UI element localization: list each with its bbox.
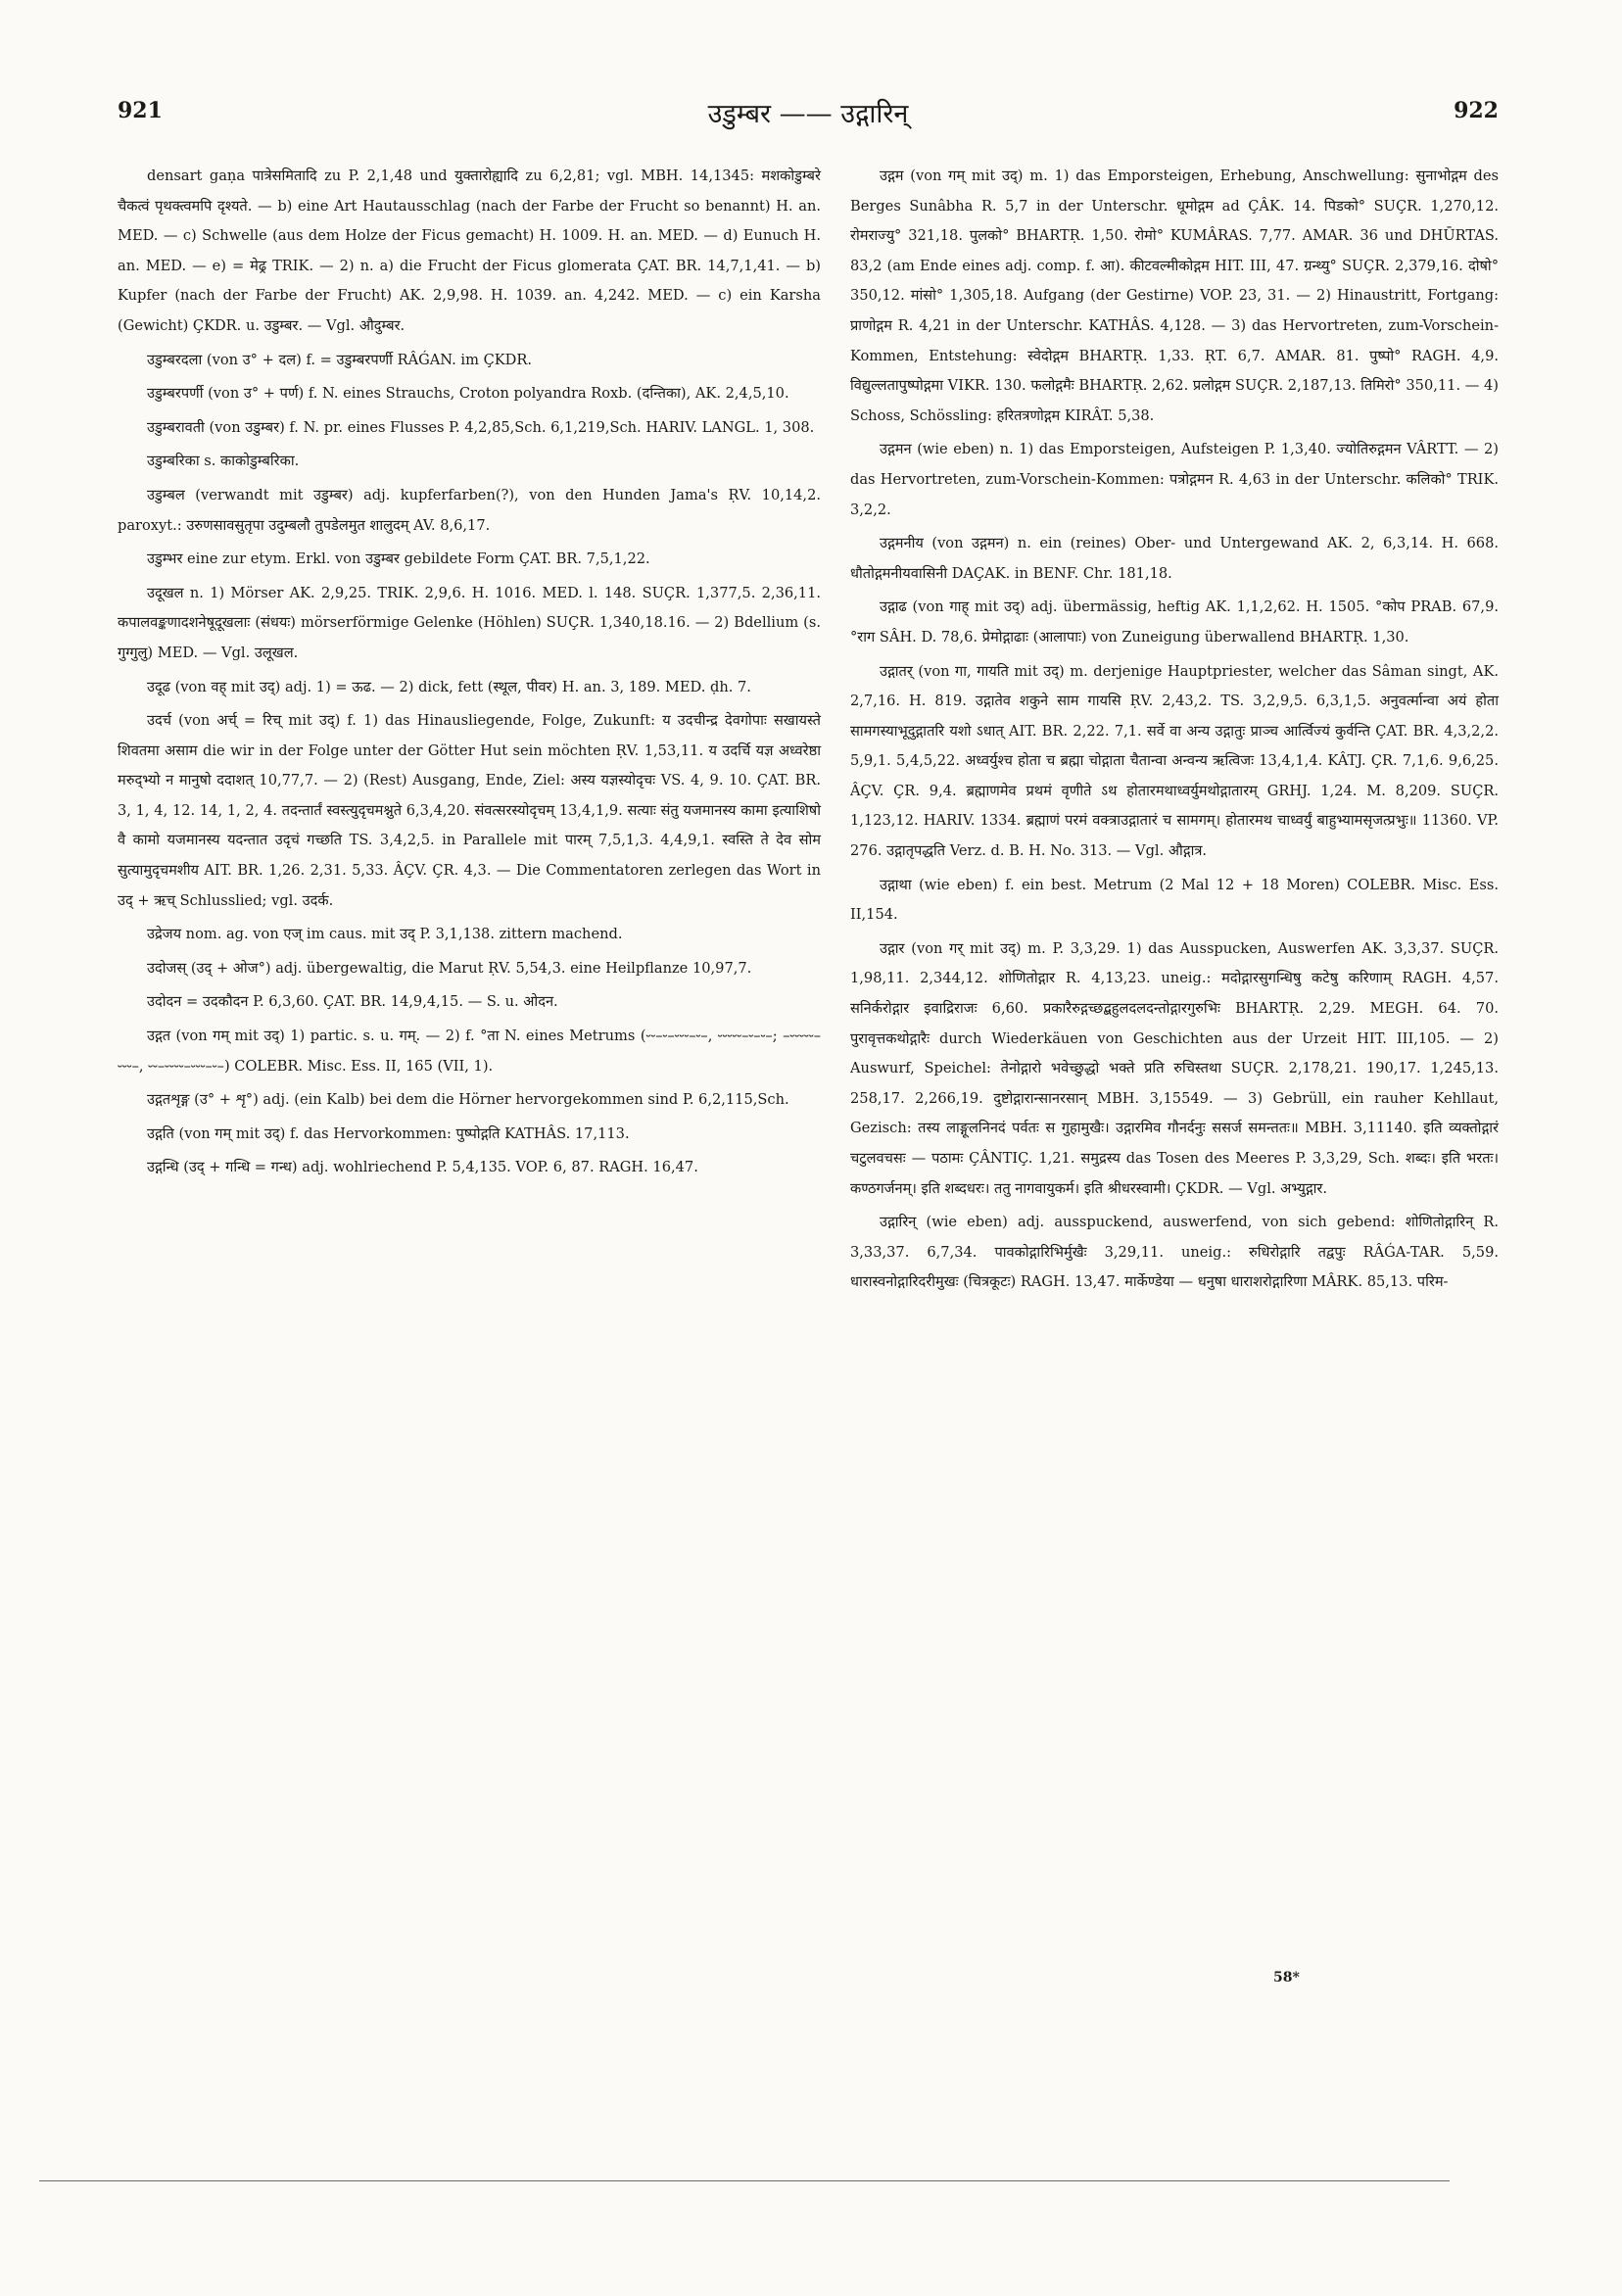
dictionary-entry: densart gaṇa पात्रेसमितादि zu P. 2,1,48 und युक्तारोह्यादि zu 6,2,81; vgl. MBH. 14,1345: मशकोडुम्बरे चैकत्वं पृथक्त्वमपि दृश्यते. — b) eine Art Hautausschlag (nach der Farbe der Frucht so benannt) H. an. MED. — c) Schwelle (aus dem Holze der Ficus gemacht) H. 1009. H. an. MED. — d) Eunuch H. an. MED. — e) = मेढ्र TRIK. — 2) n. a) die Frucht der Ficus glomerata ÇAT. BR. 14,7,1,41. — b) Kupfer (nach der Farbe der Frucht) AK. 2,9,98. H. 1039. an. 4,242. MED. — c) ein Karsha (Gewicht) ÇKDR. u. उडुम्बर. — Vgl. औदुम्बर. — [118, 167, 821, 334]
running-title: उडुम्बर —— उद्गारिन् — [707, 99, 909, 129]
dictionary-entry: उद्गतशृङ्ग (उ° + शृ°) adj. (ein Kalb) bei dem die Hörner hervorgekommen sind P. 6,2,115,Sch. — [147, 1091, 789, 1109]
dictionary-entry: उद्गत (von गम् mit उद्) 1) partic. s. u. गम्. — 2) f. °ता N. eines Metrums (⏑⏑–⏑–⏑⏑⏑–⏑–, ⏑⏑⏑⏑⏑–⏑–⏑–; –⏑⏑⏑⏑⏑–⏑⏑⏑–, ⏑⏑–⏑⏑⏑⏑–⏑⏑⏑–⏑–) COLEBR. Misc. Ess. II, 165 (VII, 1). — [118, 1028, 821, 1075]
dictionary-entry: उदूखल n. 1) Mörser AK. 2,9,25. TRIK. 2,9,6. H. 1016. MED. l. 148. SUÇR. 1,377,5. 2,36,11. कपालवङ्कणादशनेषूदूखलाः (संधयः) mörserförmige Gelenke (Höhlen) SUÇR. 1,340,18.16. — 2) Bdellium (s. गुग्गुलु) MED. — Vgl. उलूखल. — [118, 584, 821, 661]
dictionary-entry: उद्गन्धि (उद् + गन्धि = गन्ध) adj. wohlriechend P. 5,4,135. VOP. 6, 87. RAGH. 16,47. — [147, 1159, 698, 1176]
dictionary-entry: उदर्च (von अर्च् = रिच् mit उद्) f. 1) das Hinausliegende, Folge, Zukunft: य उदचीन्द्र देवगोपाः सखायस्ते शिवतमा असाम die wir in der Folge unter der Götter Hut sein möchten ṚV. 1,53,11. य उदर्चि यज्ञ अध्वरेष्ठा मरुद्भ्यो न मानुषो ददाशत् 10,77,7. — 2) (Rest) Ausgang, Ende, Ziel: अस्य यज्ञस्योदृचः VS. 4, 9. 10. ÇAT. BR. 3, 1, 4, 12. 14, 1, 2, 4. तदन्तार्तं स्वस्त्युदृचमश्नुते 6,3,4,20. संवत्सरस्योदृचम् 13,4,1,9. सत्याः संतु यजमानस्य कामा इत्याशिषो वै कामो यजमानस्य यदन्तात उदृचं गच्छति TS. 3,4,2,5. in Parallele mit पारम् 7,5,1,3. 4,4,9,1. स्वस्ति ते देव सोम सुत्यामुदृचमशीय AIT. BR. 1,26. 2,31. 5,33. ÂÇV. ÇR. 4,3. — Die Commentatoren zerlegen das Wort in उद् + ऋच् Schlusslied; vgl. उदर्क. — [118, 712, 821, 909]
running-header — [118, 98, 1499, 137]
dictionary-entry: उडुम्भर eine zur etym. Erkl. von उडुम्बर gebildete Form ÇAT. BR. 7,5,1,22. — [147, 550, 650, 568]
dictionary-entry: उद्रेजय nom. ag. von एज् im caus. mit उद् P. 3,1,138. zittern machend. — [147, 926, 623, 943]
dictionary-entry: उद्गम (von गम् mit उद्) m. 1) das Emporsteigen, Erhebung, Anschwellung: सुनाभोद्गम des Berges Sunâbha R. 5,7 in der Unterschr. धूमोद्गम ad ÇÂK. 14. पिडको° SUÇR. 1,270,12. रोमराज्यु° 321,18. पुलको° BHARTṚ. 1,50. रोमो° KUMÂRAS. 7,77. AMAR. 36 und DHŪRTAS. 83,2 (am Ende eines adj. comp. f. आ). कीटवल्मीकोद्गम HIT. III, 47. ग्रन्थ्यु° SUÇR. 2,379,16. दोषो° 350,12. मांसो° 1,305,18. Aufgang (der Gestirne) VOP. 23, 31. — 2) Hinaustritt, Fortgang: प्राणोद्गम R. 4,21 in der Unterschr. KATHÂS. 4,128. — 3) das Hervortreten, zum-Vorschein-Kommen, Entstehung: स्वेदोद्गम BHARTṚ. 1,33. ṚT. 6,7. AMAR. 81. पुष्पो° RAGH. 4,9. विद्युल्लतापुष्पोद्गमा VIKR. 130. फलोद्गमैः BHARTṚ. 2,62. प्रलोद्गम SUÇR. 2,187,13. तिमिरो° 350,11. — 4) Schoss, Schössling: हरितत्रणोद्गम KIRÂT. 5,38. — [850, 167, 1499, 424]
dictionary-entry: उडुम्बरिका s. काकोडुम्बरिका. — [147, 453, 300, 470]
dictionary-entry: उद्गाढ (von गाह् mit उद्) adj. übermässig, heftig AK. 1,1,2,62. H. 1505. °कोप PRAB. 67,9. °राग SÂH. D. 78,6. प्रेमोद्गाढाः (आलापाः) von Zuneigung überwallend BHARTṚ. 1,30. — [850, 598, 1499, 646]
dictionary-entry: उदोजस् (उद् + ओज°) adj. übergewaltig, die Marut ṚV. 5,54,3. eine Heilpflanze 10,97,7. — [147, 959, 752, 977]
dictionary-entry: उडुम्बरावती (von उडुम्बर) f. N. pr. eines Flusses P. 4,2,85,Sch. 6,1,219,Sch. HARIV. LANGL. 1, 308. — [147, 418, 815, 436]
dictionary-entry: उद्गमन (wie eben) n. 1) das Emporsteigen, Aufsteigen P. 1,3,40. ज्योतिरुद्गमन VÂRTT. — 2) das Hervortreten, zum-Vorschein-Kommen: पत्रोद्गमन R. 4,63 in der Unterschr. कलिको° TRIK. 3,2,2. — [850, 441, 1499, 518]
left-column — [118, 162, 821, 1187]
dictionary-entry: उडुम्बरदला (von उ° + दल) f. = उडुम्बरपर्णी RÂǴAN. im ÇKDR. — [147, 351, 532, 368]
dictionary-entry: उद्गातर् (von गा, गायति mit उद्) m. derjenige Hauptpriester, welcher das Sâman singt, AK. 2,7,16. H. 819. उद्गातेव शकुने साम गायसि ṚV. 2,43,2. TS. 3,2,9,5. 6,3,1,5. अनुवर्त्मान्वा अयं होता सामगस्याभूदुद्गातरि यशो ऽधात् AIT. BR. 2,22. 7,1. सर्वे वा अन्य उद्गातुः प्राञ्च आर्त्विज्यं कुर्वन्ति ÇAT. BR. 4,3,2,2. 5,9,1. 5,4,5,22. अध्वर्युश्च होता च ब्रह्मा चोद्गाता चैतान्वा अन्वन्य ऋत्विजः 13,4,1,4. KÂTJ. ÇR. 7,1,6. 9,6,25. ÂÇV. ÇR. 9,4. ब्रह्माणमेव प्रथमं वृणीते ऽथ होतारमथाध्वर्युमथोद्गातारम् GRHJ. 1,24. M. 8,209. SUÇR. 1,123,12. HARIV. 1334. ब्रह्माणं परमं वक्त्राउद्गातारं च सामगम्। होतारमथ चाध्वर्युं बाहुभ्यामसृजत्प्रभुः॥ 11360. VP. 276. उद्गातृपद्धति Verz. d. B. H. No. 313. — Vgl. औद्गात्र. — [850, 662, 1499, 860]
dictionary-entry: उद्गाथा (wie eben) f. ein best. Metrum (2 Mal 12 + 18 Moren) COLEBR. Misc. Ess. II,154. — [850, 876, 1499, 924]
dictionary-entry: उद्गति (von गम् mit उद्) f. das Hervorkommen: पुष्पोद्गति KATHÂS. 17,113. — [147, 1124, 630, 1142]
dictionary-entry: उद्गमनीय (von उद्गमन) n. ein (reines) Ober- und Untergewand AK. 2, 6,3,14. H. 668. धौतोद्गमनीयवासिनी DAÇAK. in BENF. Chr. 181,18. — [850, 535, 1499, 582]
signature-mark: 58* — [1273, 1970, 1300, 1985]
bottom-rule — [39, 2180, 1450, 2181]
page-number-right: 922 — [1454, 98, 1499, 123]
page-number-left: 921 — [118, 98, 163, 123]
right-column — [850, 162, 1499, 1302]
dictionary-entry: उडुम्बरपर्णी (von उ° + पर्ण) f. N. eines Strauchs, Croton polyandra Roxb. (दन्तिका), AK. 2,4,5,10. — [147, 385, 789, 403]
dictionary-entry: उदूढ (von वह् mit उद्) adj. 1) = ऊढ. — 2) dick, fett (स्थूल, पीवर) H. an. 3, 189. MED. ḍh. 7. — [147, 678, 751, 695]
dictionary-entry: उदोदन = उदकौदन P. 6,3,60. ÇAT. BR. 14,9,4,15. — S. u. ओदन. — [147, 993, 558, 1011]
dictionary-entry: उडुम्बल (verwandt mit उडुम्बर) adj. kupferfarben(?), von den Hunden Jama's ṚV. 10,14,2. paroxyt.: उरुणसावसुतृपा उदुम्बलौ तुपडेलमुत शालुदम् AV. 8,6,17. — [118, 486, 821, 534]
dictionary-entry: उद्गारिन् (wie eben) adj. ausspuckend, auswerfend, von sich gebend: शोणितोद्गारिन् R. 3,33,37. 6,7,34. पावकोद्गारिभिर्मुखैः 3,29,11. uneig.: रुधिरोद्गारि तद्वपुः RÂǴA-TAR. 5,59. धारास्वनोद्गारिदरीमुखः (चित्रकूटः) RAGH. 13,47. मार्केण्डेया — धनुषा धाराशरोद्गारिणा MÂRK. 85,13. परिम- — [850, 1214, 1499, 1291]
dictionary-entry: उद्गार (von गर् mit उद्) m. P. 3,3,29. 1) das Ausspucken, Auswerfen AK. 3,3,37. SUÇR. 1,98,11. 2,344,12. शोणितोद्गार R. 4,13,23. uneig.: मदोद्गारसुगन्धिषु कटेषु करिणाम् RAGH. 4,57. सनिर्करोद्गार इवाद्रिराजः 6,60. प्रकारैरुद्गच्छद्बहुलदलदन्तोद्गारगुरुभिः BHARTṚ. 2,29. MEGH. 64. 70. पुरावृत्तकथोद्गारैः durch Wiederkäuen von Geschichten aus der Urzeit HIT. III,105. — 2) Auswurf, Speichel: तेनोद्गारो भवेच्छुद्धो भक्ते प्रति रुचिस्तथा SUÇR. 2,178,21. 190,17. 1,245,13. 258,17. 2,266,19. दुष्टोद्गारान्सानरसान् MBH. 3,15549. — 3) Gebrüll, ein rauher Kehllaut, Gezisch: तस्य लाङ्गूलनिनदं पर्वतः स गुहामुखैः। उद्गारमिव गौनर्दनुः ससर्ज समन्ततः॥ MBH. 3,11140. इति व्यक्तोद्गारं चटुलवचसः — पठामः ÇÂNTIÇ. 1,21. समुद्रस्य das Tosen des Meeres P. 3,3,29, Sch. शब्दः। इति भरतः। कण्ठगर्जनम्। इति शब्दधरः। ततु नागवायुकर्म। इति श्रीधरस्वामी। ÇKDR. — Vgl. अभ्युद्गार. — [850, 939, 1499, 1197]
